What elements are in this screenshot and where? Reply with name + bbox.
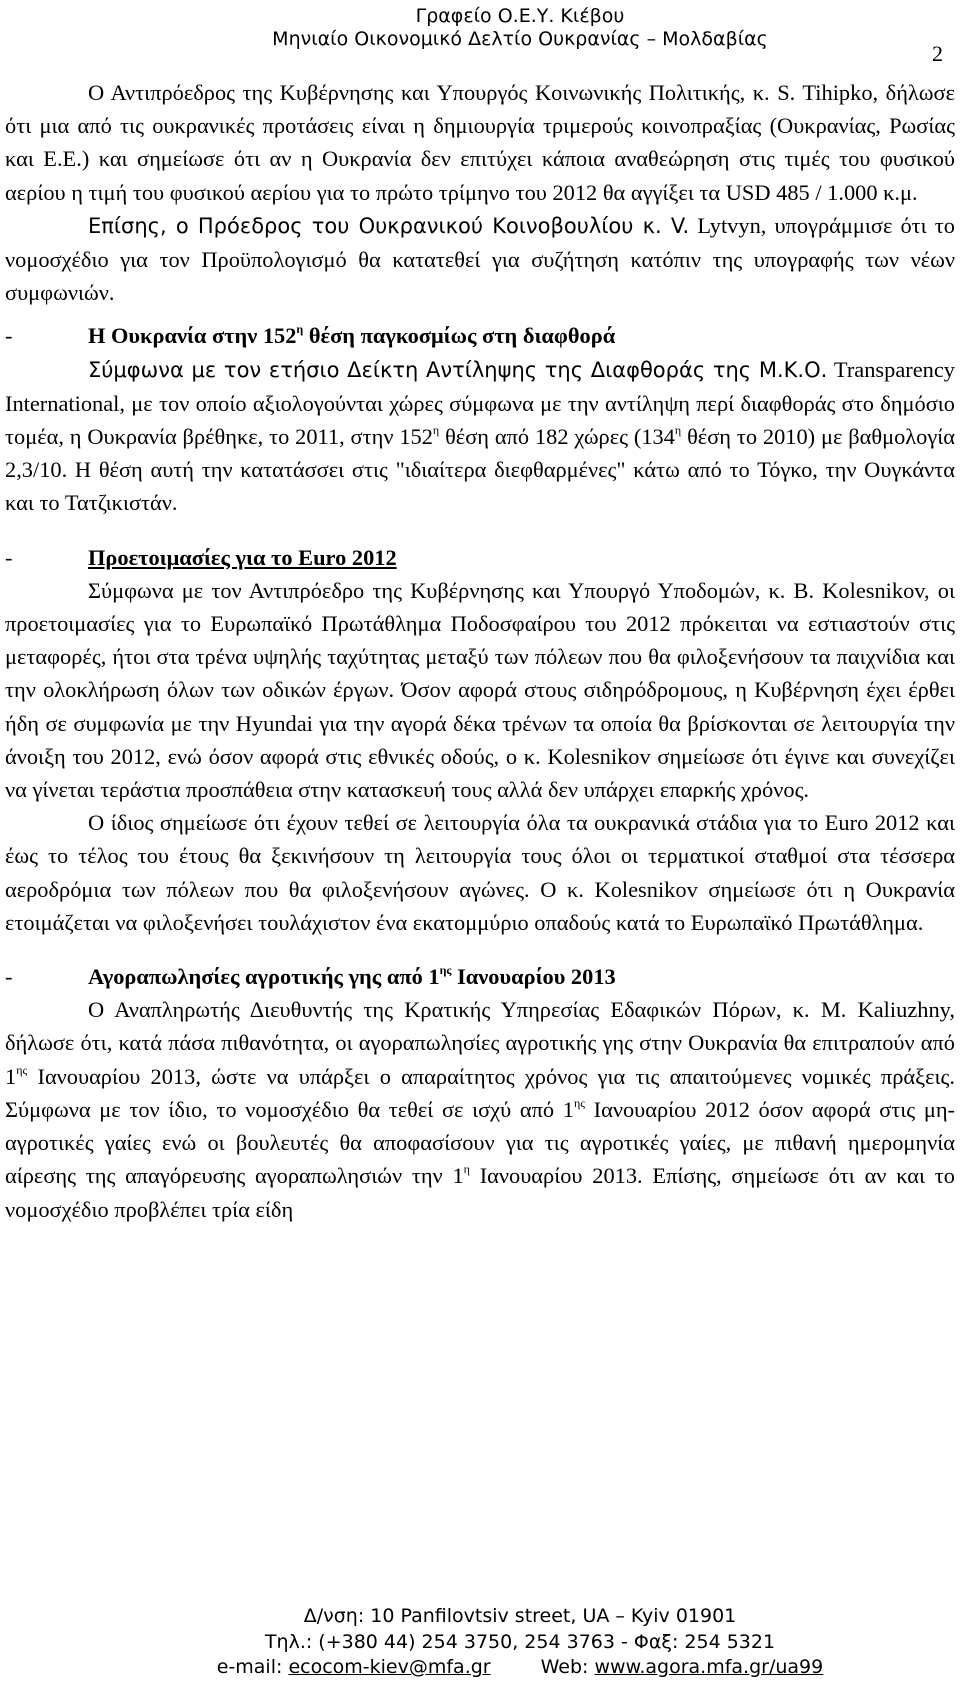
page-number: 2 — [932, 41, 943, 66]
section-heading-euro2012: - Προετοιμασίες για το Euro 2012 — [5, 541, 955, 574]
header-office: Γραφείο Ο.Ε.Υ. Κιέβου — [415, 5, 625, 27]
section-heading-land-sales: - Αγοραπωλησίες αγροτικής γης από $1^{\eta\varsigma}$ Ιανουαρίου 2013 — [5, 960, 955, 993]
header-bulletin-title: Μηνιαίο Οικονομικό Δελτίο Ουκρανίας – Μολδαβίας — [272, 28, 768, 50]
web-link[interactable]: www.agora.mfa.gr/ua99 — [594, 1656, 824, 1678]
footer-contacts — [40, 1655, 960, 1679]
lytvyn-rest: Lytvyn, υπογράμμισε ότι το νομοσχέδιο για τον Προϋπολογισμό θα κατατεθεί για συζήτηση κατόπιν της υπογραφής των νέων συμφωνιών. — [5, 212, 955, 306]
section-heading-corruption: - Η Ουκρανία στην $152^\eta$ θέση παγκοσμίως στη διαφθορά — [5, 319, 955, 352]
footer-address: Δ/νση: 10 Panfilovtsiv street, UA – Kyiv 01901 — [303, 1605, 737, 1627]
paragraph-euro-2: Ο ίδιος σημείωσε ότι έχουν τεθεί σε λειτουργία όλα τα ουκρανικά στάδια για το Euro 2012 και έως το τέλος του έτους θα ξεκινήσουν τη λειτουργία τους όλοι οι τερματικοί σταθμοί στα τέσσερα αεροδρόμια των πόλεων που θα φιλοξενήσουν αγώνες. Ο κ. Kolesnikov σημείωσε ότι η Ουκρανία ετοιμάζεται να φιλοξενήσει τουλάχιστον ένα εκατομμύριο οπαδούς κατά το Ευρωπαϊκό Πρωτάθλημα. — [5, 810, 955, 935]
email-link[interactable]: ecocom-kiev@mfa.gr — [288, 1656, 491, 1678]
paragraph-corruption: Σύμφωνα με τον ετήσιο Δείκτη Αντίληψης της Διαφθοράς της Μ.Κ.Ο. Transparency International, με τον οποίο αξιολογούνται χώρες σύμφωνα με την αντίληψη περί διαφθοράς στο δημόσιο τομέα, η Ουκρανία βρέθηκε, το 2011, στην $152^\eta$ θέση από 182 χώρες ($134^\eta$ θέση το 2010) με βαθμολογία 2,3/10. Η θέση αυτή την κατατάσσει στις "ιδιαίτερα διεφθαρμένες" κάτω από το Τόγκο, την Ουγκάντα και το Τατζικιστάν. — [5, 356, 956, 516]
footer-phones: Τηλ.: (+380 44) 254 3750, 254 3763 - Φαξ: 254 5321 — [264, 1631, 776, 1653]
heading-dash: - — [5, 544, 13, 570]
paragraph-tihipko: Ο Αντιπρόεδρος της Κυβέρνησης και Υπουργός Κοινωνικής Πολιτικής, κ. S. Tihipko, δήλωσε ότι μια από τις ουκρανικές προτάσεις είναι η δημιουργία τριμερούς κοινοπραξίας (Ουκρανίας, Ρωσίας και Ε.Ε.) και σημείωσε ότι αν η Ουκρανία δεν επιτύχει κάποια αναθεώρηση στις τιμές του φυσικού αερίου η τιμή του φυσικού αερίου για το πρώτο τρίμηνο του 2012 θα αγγίξει τα USD 485 / 1.000 κ.μ. — [5, 80, 955, 205]
paragraph-lytvyn — [5, 209, 955, 310]
corruption-lead: Σύμφωνα με τον ετήσιο Δείκτη Αντίληψης της Διαφθοράς της Μ.Κ.Ο. — [88, 357, 828, 382]
heading-dash: - — [5, 964, 13, 990]
email-label: e-mail: — [216, 1656, 289, 1678]
lytvyn-lead: Επίσης, ο Πρόεδρος του Ουκρανικού Κοινοβουλίου κ. V. — [88, 213, 690, 238]
heading-dash: - — [5, 323, 13, 349]
paragraph-land-sales: Ο Αναπληρωτής Διευθυντής της Κρατικής Υπηρεσίας Εδαφικών Πόρων, κ. M. Kaliuzhny, δήλωσε ότι, κατά πάσα πιθανότητα, οι αγοραπωλησίες αγροτικής γης στην Ουκρανία θα επιτραπούν από $1^{\eta\varsigma}$ Ιανουαρίου 2013, ώστε να υπάρξει ο απαραίτητος χρόνος για τις απαιτούμενες νομικές πράξεις. Σύμφωνα με τον ίδιο, το νομοσχέδιο θα τεθεί σε ισχύ από $1^{\eta\varsigma}$ Ιανουαρίου 2012 όσον αφορά στις μη-αγροτικές γαίες ενώ οι βουλευτές θα αποφασίσουν για τις αγροτικές γαίες, με πιθανή ημερομηνία αίρεσης της απαγόρευσης αγοραπωλησιών την $1^\eta$ Ιανουαρίου 2013. Επίσης, σημείωσε ότι αν και το νομοσχέδιο προβλέπει τρία είδη — [5, 997, 956, 1222]
body-text — [5, 76, 955, 1226]
web-label: Web: — [540, 1656, 595, 1678]
paragraph-euro-1: Σύμφωνα με τον Αντιπρόεδρο της Κυβέρνησης και Υπουργό Υποδομών, κ. B. Kolesnikov, οι προετοιμασίες για το Ευρωπαϊκό Πρωτάθλημα Ποδοσφαίρου του 2012 πρόκειται να εστιαστούν στις μεταφορές, ήτοι στα τρένα υψηλής ταχύτητας μεταξύ των πόλεων που θα φιλοξενήσουν τα παιχνίδια και την ολοκλήρωση όλων των οδικών έργων. Όσον αφορά στους σιδηρόδρομους, η Κυβέρνηση έχει έρθει ήδη σε συμφωνία με την Hyundai για την αγορά δέκα τρένων τα οποία θα βρίσκονται σε λειτουργία την άνοιξη του 2012, ενώ όσον αφορά στις εθνικές οδούς, ο κ. Kolesnikov σημείωσε ότι έγινε και συνεχίζει να γίνεται τεράστια προσπάθεια στην κατασκευή τους αλλά δεν υπάρχει επαρκής χρόνος. — [5, 577, 955, 803]
